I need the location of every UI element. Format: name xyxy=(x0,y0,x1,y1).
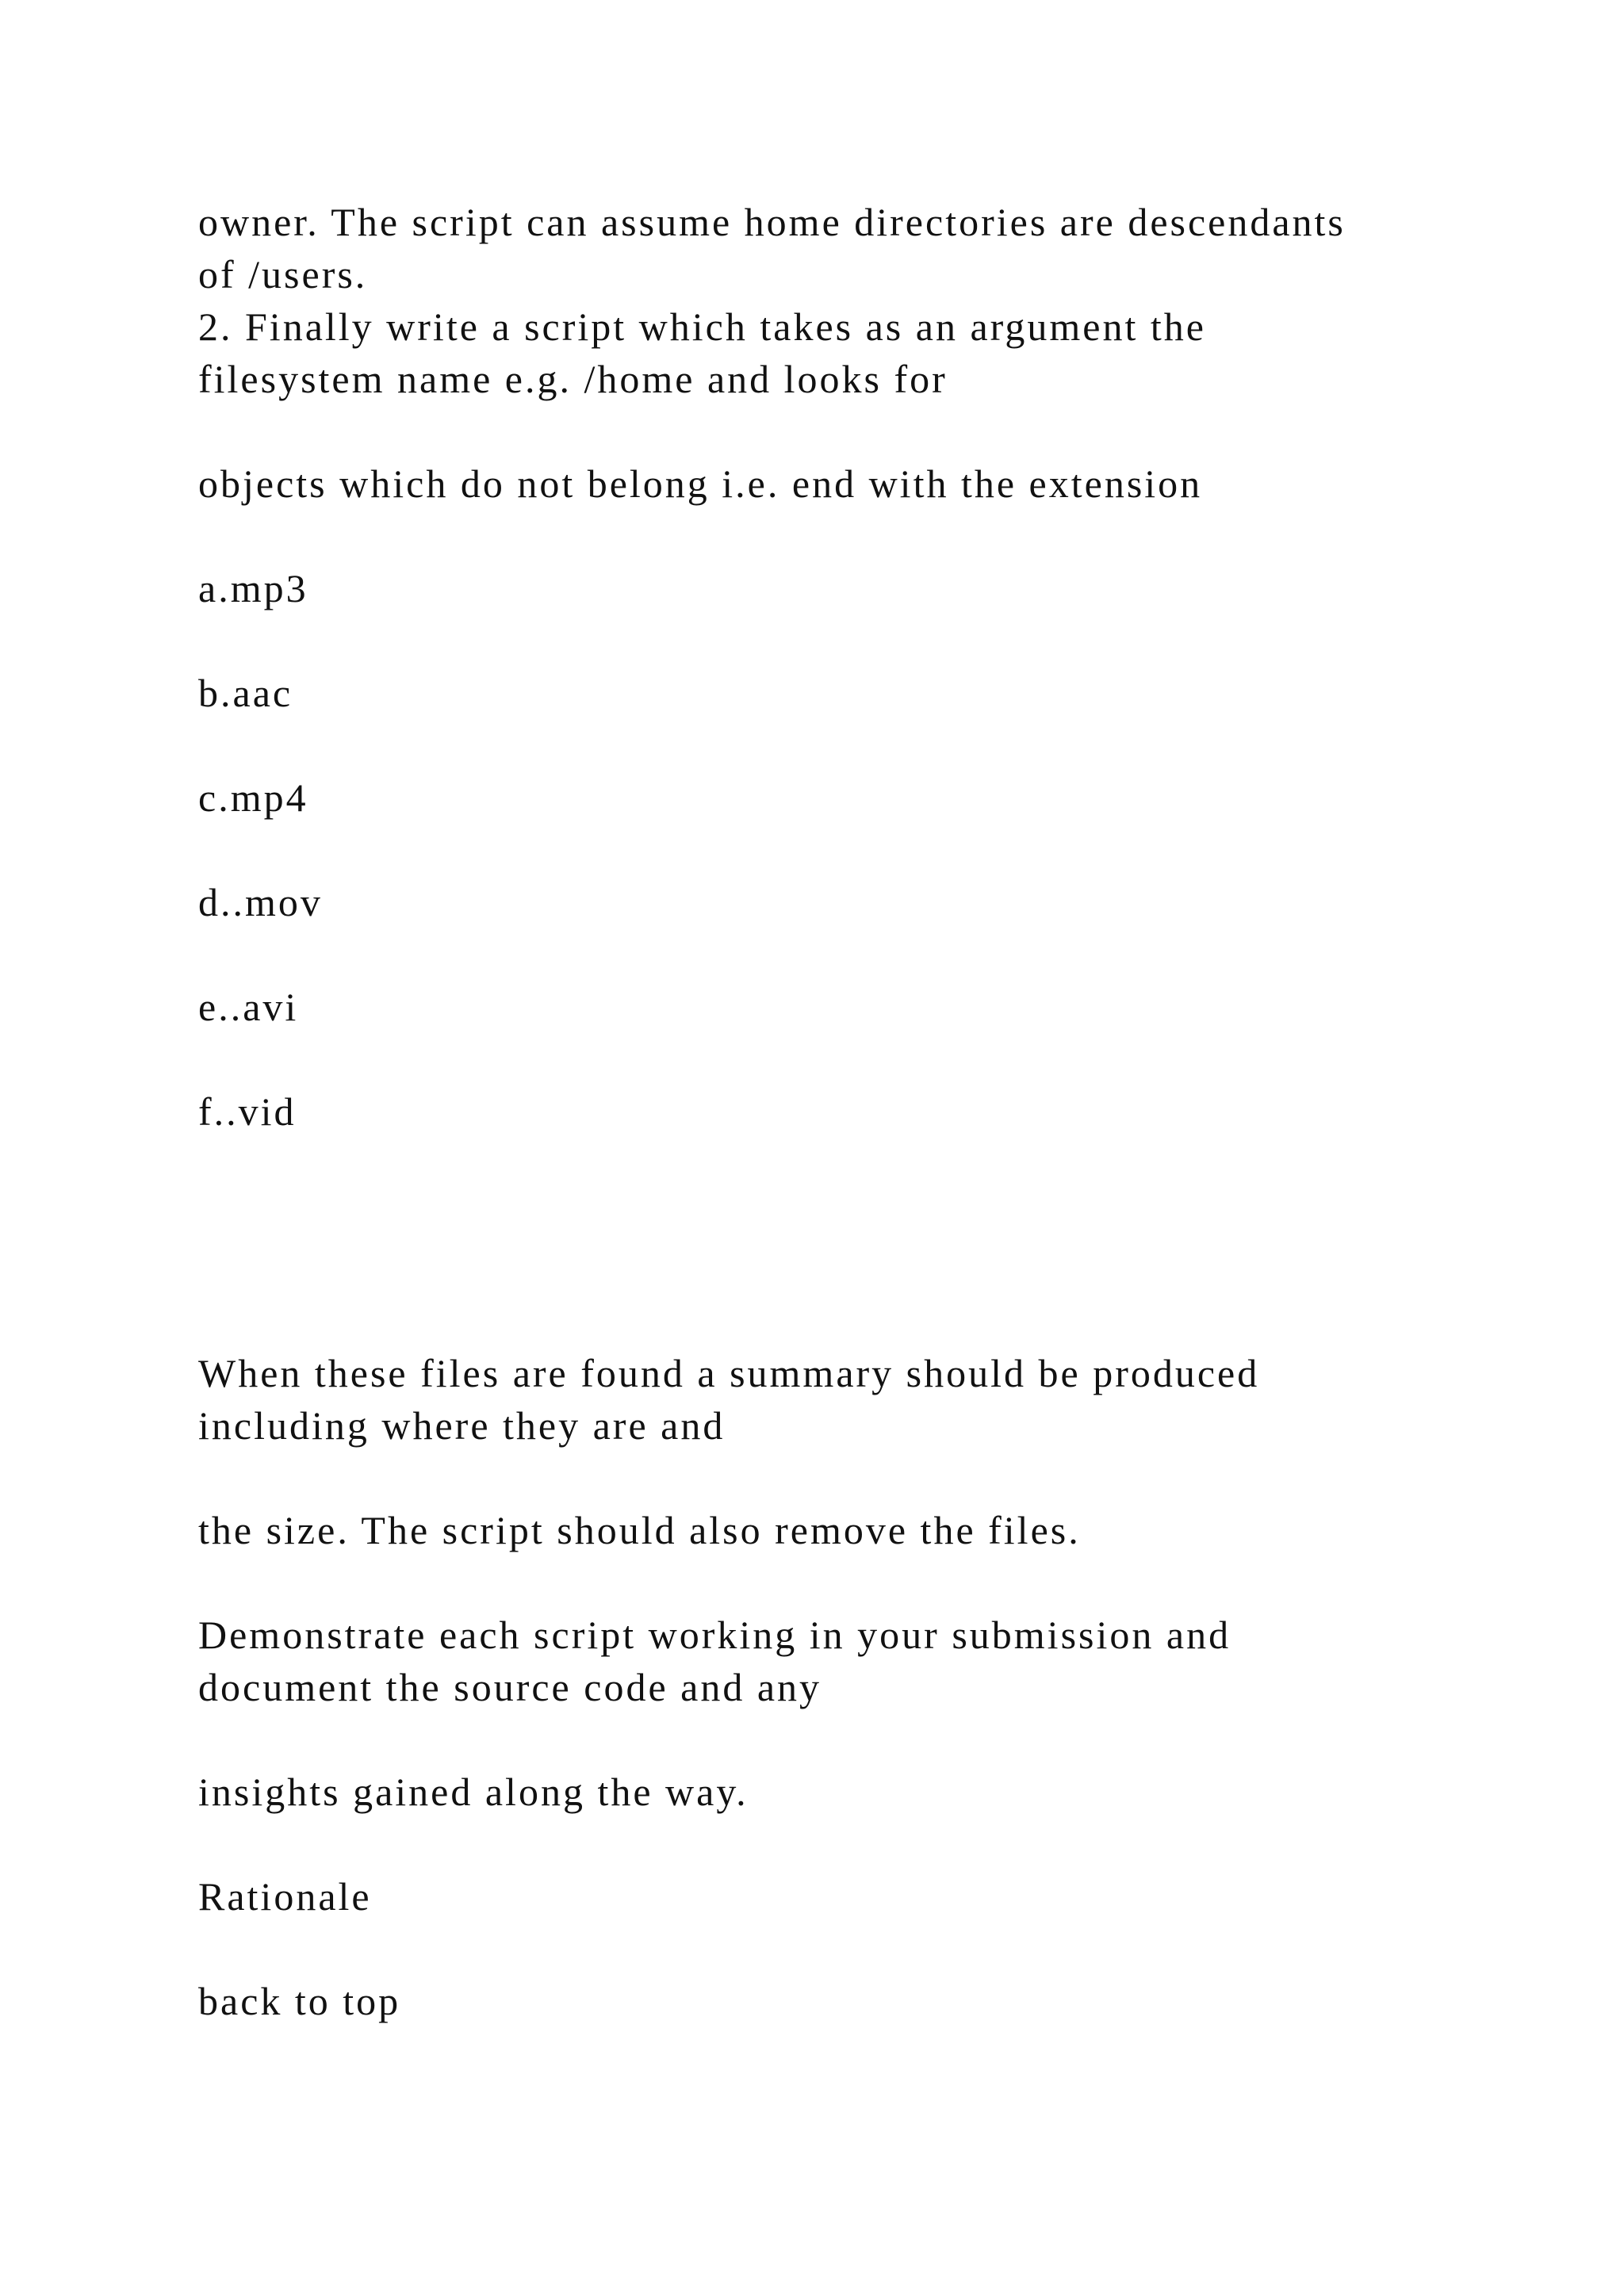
list-item: c.mp4 xyxy=(198,775,308,820)
section-heading: Rationale xyxy=(198,1874,372,1919)
text-line: including where they are and xyxy=(198,1403,726,1448)
text-line: insights gained along the way. xyxy=(198,1770,749,1814)
text-line: owner. The script can assume home directories are descendants xyxy=(198,200,1346,244)
text-line: Demonstrate each script working in your submission and xyxy=(198,1613,1231,1657)
text-line: the size. The script should also remove the files. xyxy=(198,1508,1081,1552)
text-line: of /users. xyxy=(198,252,368,297)
text-line: 2. Finally write a script which takes as an argument the xyxy=(198,304,1206,349)
text-line: filesystem name e.g. /home and looks for xyxy=(198,357,948,401)
list-item: a.mp3 xyxy=(198,566,308,610)
list-item: e..avi xyxy=(198,985,299,1029)
text-line: objects which do not belong i.e. end with the extension xyxy=(198,461,1203,506)
text-line: When these files are found a summary should be produced xyxy=(198,1351,1260,1395)
back-to-top-link[interactable]: back to top xyxy=(198,1979,401,2023)
list-item: f..vid xyxy=(198,1089,297,1134)
list-item: d..mov xyxy=(198,880,323,924)
list-item: b.aac xyxy=(198,671,293,715)
text-line: document the source code and any xyxy=(198,1665,822,1709)
